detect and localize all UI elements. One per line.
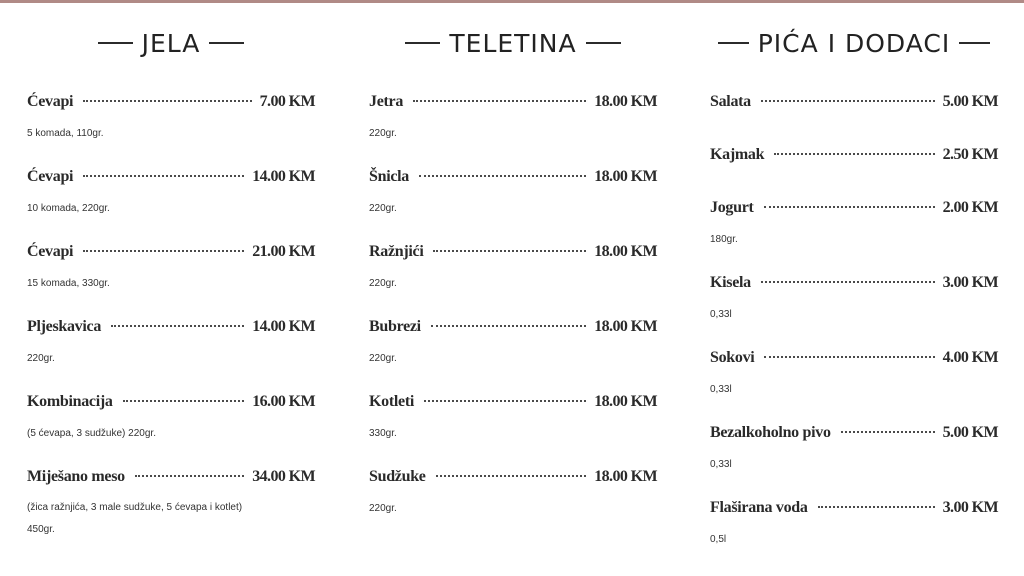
dot-leader <box>424 400 586 402</box>
item-price: 4.00 KM <box>942 349 998 366</box>
menu-item <box>369 166 657 220</box>
item-description: 180gr. <box>710 234 738 245</box>
item-description: 15 komada, 330gr. <box>27 278 110 289</box>
item-price: 18.00 KM <box>594 168 657 185</box>
item-price: 3.00 KM <box>942 274 998 291</box>
item-name: Šnicla <box>369 168 409 185</box>
item-price: 5.00 KM <box>942 93 998 110</box>
item-name: Ražnjići <box>369 243 424 260</box>
column-title: PIĆA I DODACI <box>757 28 951 58</box>
menu-item <box>27 391 315 445</box>
item-price: 18.00 KM <box>594 93 657 110</box>
item-name: Kotleti <box>369 393 414 410</box>
item-name: Jogurt <box>710 199 754 216</box>
item-price: 18.00 KM <box>594 468 657 485</box>
item-price: 2.00 KM <box>942 199 998 216</box>
dot-leader <box>83 250 244 252</box>
dot-leader <box>413 100 586 102</box>
heading-rule-right <box>209 42 244 44</box>
heading-rule-left <box>98 42 133 44</box>
item-name: Miješano meso <box>27 468 125 485</box>
menu-item <box>710 497 998 551</box>
item-name: Salata <box>710 93 751 110</box>
menu-item <box>369 391 657 445</box>
menu-item <box>710 422 998 476</box>
heading-rule-right <box>586 42 621 44</box>
menu-item <box>710 347 998 401</box>
item-description: 220gr. <box>369 353 397 364</box>
menu-item <box>710 272 998 326</box>
menu-item <box>27 241 315 295</box>
dot-leader <box>135 475 244 477</box>
item-description: 220gr. <box>369 503 397 514</box>
item-description: (5 ćevapa, 3 sudžuke) 220gr. <box>27 428 156 439</box>
dot-leader <box>436 475 587 477</box>
dot-leader <box>764 356 934 358</box>
description-line: 450gr. <box>27 524 55 535</box>
item-price: 3.00 KM <box>942 499 998 516</box>
item-price: 34.00 KM <box>252 468 315 485</box>
menu-item <box>27 91 315 145</box>
item-price: 5.00 KM <box>942 424 998 441</box>
menu-item <box>710 91 998 113</box>
item-description: 0,33l <box>710 384 732 395</box>
dot-leader <box>83 175 244 177</box>
item-description: 0,33l <box>710 309 732 320</box>
item-name: Kajmak <box>710 146 765 163</box>
menu-item <box>369 241 657 295</box>
column-title: JELA <box>141 28 201 58</box>
dot-leader <box>761 281 935 283</box>
item-price: 16.00 KM <box>252 393 315 410</box>
column-heading <box>710 25 998 61</box>
item-name: Ćevapi <box>27 168 74 185</box>
menu-item <box>710 197 998 251</box>
item-name: Sudžuke <box>369 468 426 485</box>
dot-leader <box>111 325 244 327</box>
item-description: 10 komada, 220gr. <box>27 203 110 214</box>
item-price: 18.00 KM <box>594 318 657 335</box>
heading-rule-left <box>718 42 749 44</box>
item-name: Ćevapi <box>27 93 74 110</box>
menu-card <box>0 3 1024 576</box>
item-description: 220gr. <box>369 278 397 289</box>
column-title: TELETINA <box>449 28 577 58</box>
item-price: 14.00 KM <box>252 318 315 335</box>
dot-leader <box>419 175 586 177</box>
dot-leader <box>431 325 586 327</box>
dot-leader <box>764 206 935 208</box>
item-name: Kisela <box>710 274 751 291</box>
menu-item <box>369 466 657 520</box>
menu-item <box>710 144 998 166</box>
item-price: 18.00 KM <box>594 393 657 410</box>
menu-item <box>369 91 657 145</box>
description-line: (žica ražnjića, 3 male sudžuke, 5 ćevapa i kotlet) <box>27 502 243 513</box>
item-name: Ćevapi <box>27 243 74 260</box>
item-price: 2.50 KM <box>942 146 998 163</box>
column-heading <box>27 25 315 61</box>
item-description: 0,33l <box>710 459 732 470</box>
dot-leader <box>123 400 245 402</box>
item-name: Bezalkoholno pivo <box>710 424 831 441</box>
item-name: Jetra <box>369 93 404 110</box>
dot-leader <box>761 100 935 102</box>
menu-item <box>369 316 657 370</box>
item-description: 220gr. <box>369 203 397 214</box>
item-name: Flaširana voda <box>710 499 808 516</box>
item-name: Sokovi <box>710 349 755 366</box>
dot-leader <box>83 100 251 102</box>
item-description: 5 komada, 110gr. <box>27 128 104 139</box>
column-heading <box>369 25 657 61</box>
item-description: 330gr. <box>369 428 397 439</box>
dot-leader <box>433 250 586 252</box>
item-name: Kombinacija <box>27 393 113 410</box>
dot-leader <box>841 431 935 433</box>
dot-leader <box>818 506 935 508</box>
dot-leader <box>774 153 934 155</box>
item-description: 220gr. <box>369 128 397 139</box>
item-price: 18.00 KM <box>594 243 657 260</box>
item-price: 21.00 KM <box>252 243 315 260</box>
heading-rule-right <box>959 42 990 44</box>
item-name: Pljeskavica <box>27 318 102 335</box>
heading-rule-left <box>405 42 440 44</box>
menu-item <box>27 316 315 370</box>
item-price: 14.00 KM <box>252 168 315 185</box>
item-description: 220gr. <box>27 353 55 364</box>
menu-item <box>27 166 315 220</box>
item-description <box>27 497 315 541</box>
item-price: 7.00 KM <box>259 93 315 110</box>
menu-item <box>27 466 315 541</box>
item-name: Bubrezi <box>369 318 421 335</box>
item-description: 0,5l <box>710 534 727 545</box>
